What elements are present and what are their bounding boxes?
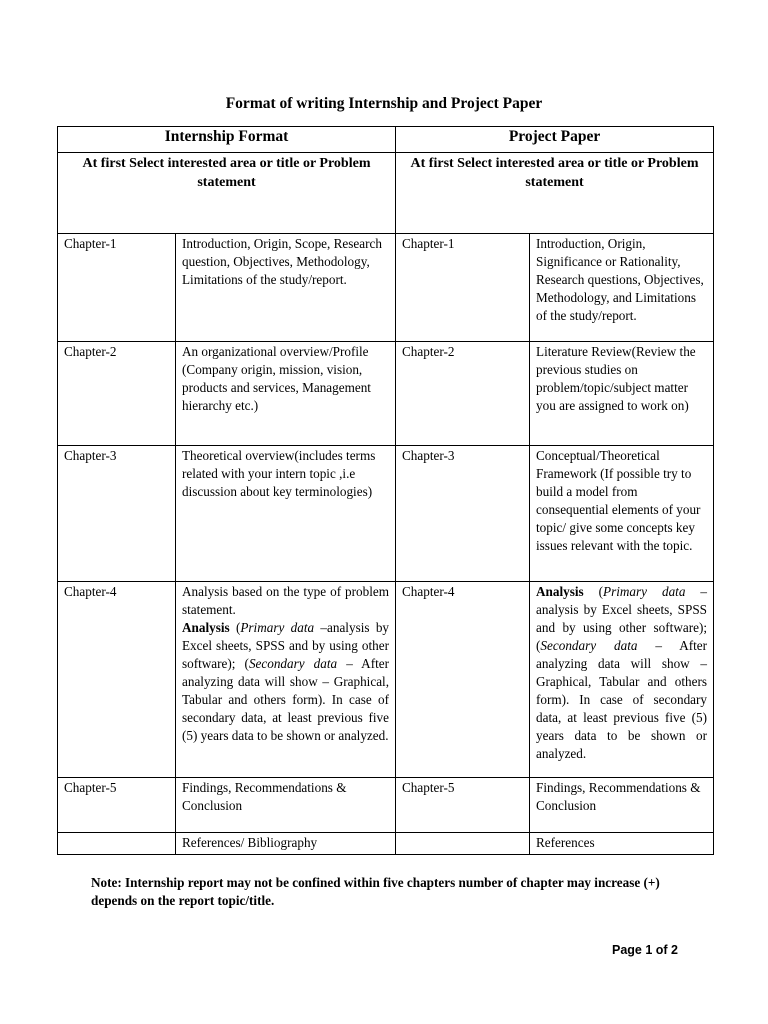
project-description: Findings, Recommendations & Conclusion — [530, 778, 714, 833]
internship-chapter: Chapter-2 — [58, 342, 176, 446]
format-table — [57, 126, 714, 855]
internship-format-header: Internship Format — [58, 127, 396, 153]
project-primary-data: Primary data — [603, 584, 686, 599]
internship-intro: At first Select interested area or title or Problem statement — [58, 153, 396, 234]
table-row — [58, 342, 714, 446]
note-text: Note: Internship report may not be confined within five chapters number of chapter may increase (+) depends on the report topic/title. — [91, 875, 660, 908]
internship-analysis-label: Analysis — [182, 620, 230, 635]
internship-description: Theoretical overview(includes terms related with your intern topic ,i.e discussion about key terminologies) — [176, 446, 396, 582]
project-description: Literature Review(Review the previous studies on problem/topic/subject matter you are assigned to work on) — [530, 342, 714, 446]
project-description: References — [530, 833, 714, 855]
project-intro: At first Select interested area or title or Problem statement — [396, 153, 714, 234]
table-row — [58, 833, 714, 855]
internship-chapter: Chapter-4 — [58, 582, 176, 778]
project-chapter: Chapter-1 — [396, 234, 530, 342]
table-row — [58, 582, 714, 778]
internship-description: Findings, Recommendations & Conclusion — [176, 778, 396, 833]
internship-primary-data: Primary data — [240, 620, 315, 635]
project-secondary-data: Secondary data — [540, 638, 638, 653]
internship-secondary-data: Secondary data — [248, 656, 338, 671]
project-analysis-label: Analysis — [536, 584, 584, 599]
intro-row — [58, 153, 714, 234]
table-row — [58, 446, 714, 582]
internship-description: References/ Bibliography — [176, 833, 396, 855]
table-row — [58, 234, 714, 342]
project-chapter — [396, 833, 530, 855]
internship-analysis-lead: Analysis based on the type of problem statement. — [182, 584, 390, 617]
table-row — [58, 778, 714, 833]
internship-description: Analysis based on the type of problem statement. Analysis (Primary data –analysis by Excel sheets, SPSS and by using other software); (Secondary data – After analyzing data will show – Graphical, Tabular and others form). In case of secondary data, at least previous five (5) years data to be shown or analyzed. — [176, 582, 396, 778]
project-chapter: Chapter-5 — [396, 778, 530, 833]
internship-chapter: Chapter-1 — [58, 234, 176, 342]
project-chapter: Chapter-3 — [396, 446, 530, 582]
project-chapter: Chapter-4 — [396, 582, 530, 778]
project-description: Conceptual/Theoretical Framework (If possible try to build a model from consequential elements of your topic/ give some concepts key issues relevant with the topic. — [530, 446, 714, 582]
internship-description: An organizational overview/Profile (Company origin, mission, vision, products and services, Management hierarchy etc.) — [176, 342, 396, 446]
page-number: Page 1 of 2 — [612, 943, 678, 957]
project-description: Analysis (Primary data – analysis by Excel sheets, SPSS and by using other software); (Secondary data – After analyzing data will show – Graphical, Tabular and others form). In case of secondary data, at least previous five (5) years data to be shown or analyzed. — [530, 582, 714, 778]
project-paper-header: Project Paper — [396, 127, 714, 153]
internship-description: Introduction, Origin, Scope, Research question, Objectives, Methodology, Limitations of the study/report. — [176, 234, 396, 342]
table-header-row — [58, 127, 714, 153]
internship-chapter — [58, 833, 176, 855]
page-title: Format of writing Internship and Project Paper — [225, 95, 543, 112]
project-chapter: Chapter-2 — [396, 342, 530, 446]
project-description: Introduction, Origin, Significance or Rationality, Research questions, Objectives, Methodology, and Limitations of the study/report. — [530, 234, 714, 342]
internship-chapter: Chapter-5 — [58, 778, 176, 833]
internship-chapter: Chapter-3 — [58, 446, 176, 582]
